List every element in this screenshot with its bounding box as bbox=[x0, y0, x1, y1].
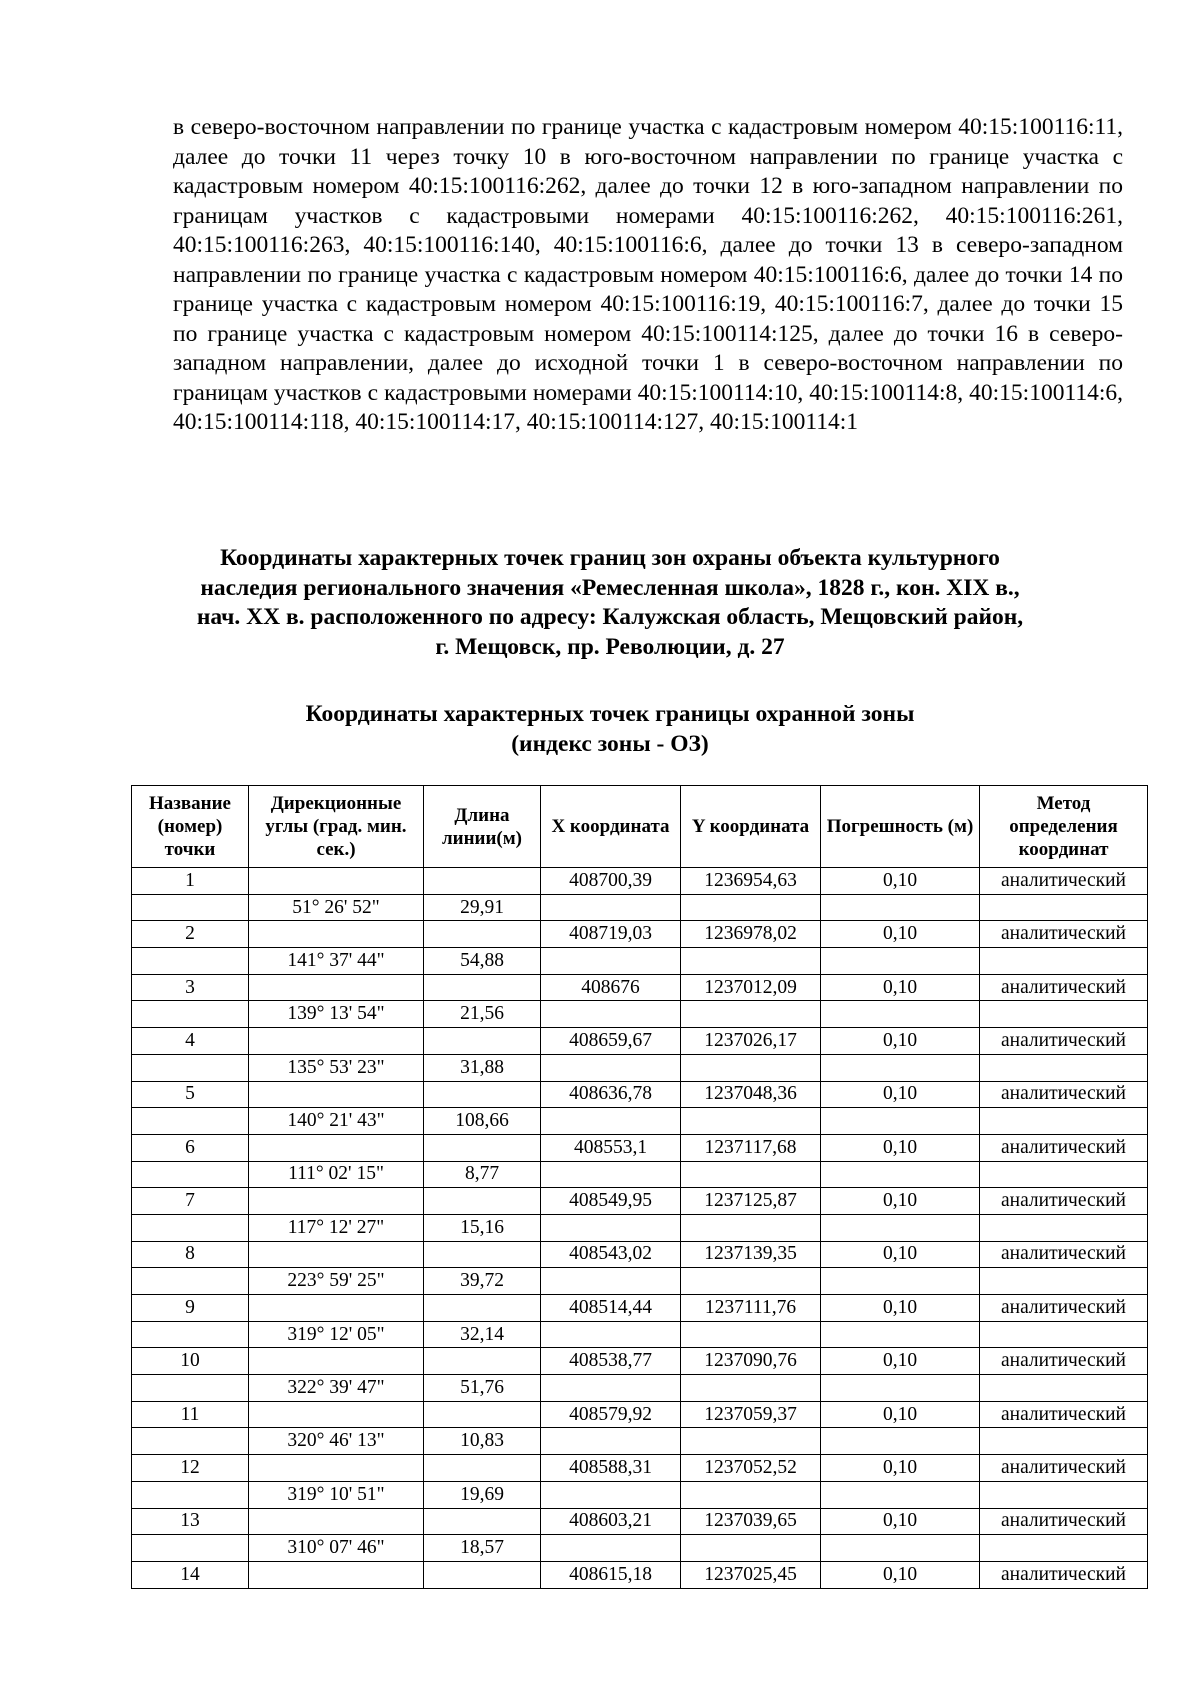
cell-line-length: 15,16 bbox=[424, 1214, 541, 1241]
cell-point-name: 3 bbox=[132, 974, 249, 1001]
cell-method bbox=[980, 1481, 1148, 1508]
cell-y: 1237026,17 bbox=[681, 1028, 821, 1055]
cell-line-length: 19,69 bbox=[424, 1481, 541, 1508]
cell-point-name bbox=[132, 1001, 249, 1028]
cell-y: 1237139,35 bbox=[681, 1241, 821, 1268]
cell-y: 1237048,36 bbox=[681, 1081, 821, 1108]
cell-x: 408538,77 bbox=[541, 1348, 681, 1375]
cell-error: 0,10 bbox=[821, 1508, 980, 1535]
table-row bbox=[132, 1561, 1148, 1588]
table-row bbox=[132, 1241, 1148, 1268]
cell-error bbox=[821, 948, 980, 975]
cell-x: 408659,67 bbox=[541, 1028, 681, 1055]
cell-x: 408543,02 bbox=[541, 1241, 681, 1268]
header-method: Метод определения координат bbox=[980, 786, 1148, 868]
header-x-coordinate: X координата bbox=[541, 786, 681, 868]
cell-y bbox=[681, 1375, 821, 1402]
cell-x: 408553,1 bbox=[541, 1134, 681, 1161]
cell-y: 1237025,45 bbox=[681, 1561, 821, 1588]
cell-direction-angle bbox=[249, 1348, 424, 1375]
cell-direction-angle bbox=[249, 1401, 424, 1428]
cell-method bbox=[980, 1161, 1148, 1188]
cell-method: аналитический bbox=[980, 1241, 1148, 1268]
cell-point-name bbox=[132, 1108, 249, 1135]
cell-method bbox=[980, 1214, 1148, 1241]
cell-method: аналитический bbox=[980, 1455, 1148, 1482]
cell-line-length: 31,88 bbox=[424, 1054, 541, 1081]
cell-error: 0,10 bbox=[821, 1081, 980, 1108]
cell-line-length bbox=[424, 1028, 541, 1055]
cell-y bbox=[681, 1428, 821, 1455]
cell-method bbox=[980, 1108, 1148, 1135]
cell-x: 408514,44 bbox=[541, 1295, 681, 1322]
header-line-length: Длина линии(м) bbox=[424, 786, 541, 868]
cell-direction-angle: 319° 10' 51" bbox=[249, 1481, 424, 1508]
table-row bbox=[132, 1054, 1148, 1081]
cell-method bbox=[980, 1321, 1148, 1348]
cell-y bbox=[681, 948, 821, 975]
table-row bbox=[132, 1108, 1148, 1135]
table-row bbox=[132, 1295, 1148, 1322]
cell-line-length: 21,56 bbox=[424, 1001, 541, 1028]
cell-error: 0,10 bbox=[821, 1134, 980, 1161]
cell-point-name: 13 bbox=[132, 1508, 249, 1535]
table-row bbox=[132, 921, 1148, 948]
cell-line-length bbox=[424, 1348, 541, 1375]
cell-point-name: 10 bbox=[132, 1348, 249, 1375]
cell-direction-angle bbox=[249, 1241, 424, 1268]
cell-method: аналитический bbox=[980, 1401, 1148, 1428]
cell-point-name bbox=[132, 1535, 249, 1562]
cell-y bbox=[681, 1001, 821, 1028]
cell-method: аналитический bbox=[980, 1348, 1148, 1375]
cell-y bbox=[681, 1321, 821, 1348]
cell-x: 408676 bbox=[541, 974, 681, 1001]
cell-line-length bbox=[424, 1401, 541, 1428]
header-point-name: Название (номер) точки bbox=[132, 786, 249, 868]
table-row bbox=[132, 974, 1148, 1001]
coordinates-table-body bbox=[132, 868, 1148, 1589]
cell-y bbox=[681, 894, 821, 921]
cell-error: 0,10 bbox=[821, 868, 980, 895]
cell-y: 1237052,52 bbox=[681, 1455, 821, 1482]
cell-point-name bbox=[132, 894, 249, 921]
cell-direction-angle bbox=[249, 1081, 424, 1108]
cell-x: 408579,92 bbox=[541, 1401, 681, 1428]
cell-line-length bbox=[424, 1134, 541, 1161]
cell-error: 0,10 bbox=[821, 1241, 980, 1268]
cell-direction-angle: 319° 12' 05" bbox=[249, 1321, 424, 1348]
cell-direction-angle: 310° 07' 46" bbox=[249, 1535, 424, 1562]
cell-y bbox=[681, 1054, 821, 1081]
cell-y: 1237059,37 bbox=[681, 1401, 821, 1428]
cell-error bbox=[821, 1535, 980, 1562]
cell-error bbox=[821, 1321, 980, 1348]
cell-method: аналитический bbox=[980, 1508, 1148, 1535]
table-row bbox=[132, 1214, 1148, 1241]
cell-point-name: 7 bbox=[132, 1188, 249, 1215]
cell-line-length bbox=[424, 921, 541, 948]
cell-point-name bbox=[132, 1481, 249, 1508]
table-row bbox=[132, 1081, 1148, 1108]
cell-error bbox=[821, 894, 980, 921]
cell-line-length: 32,14 bbox=[424, 1321, 541, 1348]
table-row bbox=[132, 868, 1148, 895]
table-row bbox=[132, 1481, 1148, 1508]
table-row bbox=[132, 1028, 1148, 1055]
cell-x: 408719,03 bbox=[541, 921, 681, 948]
cell-x bbox=[541, 1535, 681, 1562]
cell-line-length: 51,76 bbox=[424, 1375, 541, 1402]
cell-point-name bbox=[132, 1321, 249, 1348]
cell-error bbox=[821, 1001, 980, 1028]
cell-direction-angle bbox=[249, 1455, 424, 1482]
cell-direction-angle: 111° 02' 15" bbox=[249, 1161, 424, 1188]
zones-coordinates-heading bbox=[120, 544, 1100, 662]
cell-line-length bbox=[424, 868, 541, 895]
cell-error bbox=[821, 1268, 980, 1295]
cell-line-length: 108,66 bbox=[424, 1108, 541, 1135]
cell-y: 1237111,76 bbox=[681, 1295, 821, 1322]
table-row bbox=[132, 1428, 1148, 1455]
cell-direction-angle: 223° 59' 25" bbox=[249, 1268, 424, 1295]
cell-method bbox=[980, 948, 1148, 975]
heading-line: наследия регионального значения «Ремесленная школа», 1828 г., кон. XIX в., bbox=[200, 574, 1020, 601]
cell-line-length: 54,88 bbox=[424, 948, 541, 975]
cell-error: 0,10 bbox=[821, 1401, 980, 1428]
cell-y: 1237090,76 bbox=[681, 1348, 821, 1375]
cell-x bbox=[541, 1161, 681, 1188]
cell-direction-angle bbox=[249, 1295, 424, 1322]
cell-direction-angle: 320° 46' 13" bbox=[249, 1428, 424, 1455]
cell-point-name: 4 bbox=[132, 1028, 249, 1055]
cell-point-name bbox=[132, 1375, 249, 1402]
cell-error: 0,10 bbox=[821, 1561, 980, 1588]
cell-direction-angle bbox=[249, 974, 424, 1001]
cell-line-length bbox=[424, 1081, 541, 1108]
cell-point-name bbox=[132, 1161, 249, 1188]
cell-method: аналитический bbox=[980, 1188, 1148, 1215]
cell-method: аналитический bbox=[980, 1561, 1148, 1588]
cell-method bbox=[980, 894, 1148, 921]
table-row bbox=[132, 1001, 1148, 1028]
cell-method bbox=[980, 1001, 1148, 1028]
cell-point-name: 2 bbox=[132, 921, 249, 948]
cell-point-name bbox=[132, 1268, 249, 1295]
cell-point-name: 14 bbox=[132, 1561, 249, 1588]
cell-x: 408603,21 bbox=[541, 1508, 681, 1535]
cell-error bbox=[821, 1481, 980, 1508]
cell-error: 0,10 bbox=[821, 921, 980, 948]
cell-line-length bbox=[424, 1561, 541, 1588]
cell-method: аналитический bbox=[980, 921, 1148, 948]
cell-x bbox=[541, 1054, 681, 1081]
header-error: Погрешность (м) bbox=[821, 786, 980, 868]
cell-y bbox=[681, 1161, 821, 1188]
heading-line: Координаты характерных точек границ зон охраны объекта культурного bbox=[220, 545, 1000, 571]
cell-line-length bbox=[424, 974, 541, 1001]
cell-direction-angle: 139° 13' 54" bbox=[249, 1001, 424, 1028]
cell-y bbox=[681, 1268, 821, 1295]
cell-y: 1236954,63 bbox=[681, 868, 821, 895]
cell-x bbox=[541, 1428, 681, 1455]
table-row bbox=[132, 1455, 1148, 1482]
cell-direction-angle: 135° 53' 23" bbox=[249, 1054, 424, 1081]
table-row bbox=[132, 894, 1148, 921]
cell-point-name bbox=[132, 1214, 249, 1241]
cell-direction-angle: 322° 39' 47" bbox=[249, 1375, 424, 1402]
cell-x bbox=[541, 948, 681, 975]
header-y-coordinate: Y координата bbox=[681, 786, 821, 868]
cell-y bbox=[681, 1481, 821, 1508]
cell-error bbox=[821, 1375, 980, 1402]
cell-line-length: 39,72 bbox=[424, 1268, 541, 1295]
cell-line-length bbox=[424, 1455, 541, 1482]
cell-point-name: 1 bbox=[132, 868, 249, 895]
cell-x bbox=[541, 1214, 681, 1241]
cell-y: 1236978,02 bbox=[681, 921, 821, 948]
table-row bbox=[132, 1134, 1148, 1161]
cell-error bbox=[821, 1054, 980, 1081]
cell-line-length bbox=[424, 1241, 541, 1268]
cell-method bbox=[980, 1375, 1148, 1402]
boundary-description-paragraph: в северо-восточном направлении по границе участка с кадастровым номером 40:15:100116:11, далее до точки 11 через точку 10 в юго-восточном направлении по границе участка с кадастровым номером 40:15:100116:262, далее до точки 12 в юго-западном направлении по границам участков с кадастровыми номерами 40:15:100116:262, 40:15:100116:261, 40:15:100116:263, 40:15:100116:140, 40:15:100116:6, далее до точки 13 в северо-западном направлении по границе участка с кадастровым номером 40:15:100116:6, далее до точки 14 по границе участка с кадастровым номером 40:15:100116:19, 40:15:100116:7, далее до точки 15 по границе участка с кадастровым номером 40:15:100114:125, далее до точки 16 в северо-западном направлении, далее до исходной точки 1 в северо-восточном направлении по границам участков с кадастровыми номерами 40:15:100114:10, 40:15:100114:8, 40:15:100114:6, 40:15:100114:118, 40:15:100114:17, 40:15:100114:127, 40:15:100114:1 bbox=[173, 114, 1123, 435]
cell-x: 408588,31 bbox=[541, 1455, 681, 1482]
cell-direction-angle: 141° 37' 44" bbox=[249, 948, 424, 975]
cell-direction-angle bbox=[249, 868, 424, 895]
header-direction-angles: Дирекционные углы (град. мин. сек.) bbox=[249, 786, 424, 868]
cell-line-length: 10,83 bbox=[424, 1428, 541, 1455]
cell-error bbox=[821, 1214, 980, 1241]
cell-y: 1237125,87 bbox=[681, 1188, 821, 1215]
heading-line: г. Мещовск, пр. Революции, д. 27 bbox=[435, 633, 785, 660]
cell-direction-angle bbox=[249, 1188, 424, 1215]
cell-error: 0,10 bbox=[821, 1028, 980, 1055]
cell-method: аналитический bbox=[980, 1295, 1148, 1322]
cell-direction-angle: 117° 12' 27" bbox=[249, 1214, 424, 1241]
table-row bbox=[132, 1348, 1148, 1375]
heading-line: нач. XX в. расположенного по адресу: Калужская область, Мещовский район, bbox=[196, 604, 1024, 630]
cell-error: 0,10 bbox=[821, 1455, 980, 1482]
cell-x bbox=[541, 1481, 681, 1508]
cell-direction-angle bbox=[249, 1134, 424, 1161]
cell-method: аналитический bbox=[980, 1081, 1148, 1108]
cell-direction-angle: 51° 26' 52" bbox=[249, 894, 424, 921]
cell-direction-angle bbox=[249, 921, 424, 948]
coordinates-table bbox=[131, 785, 1148, 1589]
cell-method: аналитический bbox=[980, 1028, 1148, 1055]
cell-x bbox=[541, 1321, 681, 1348]
cell-direction-angle: 140° 21' 43" bbox=[249, 1108, 424, 1135]
cell-method: аналитический bbox=[980, 974, 1148, 1001]
cell-y bbox=[681, 1535, 821, 1562]
cell-point-name: 9 bbox=[132, 1295, 249, 1322]
table-row bbox=[132, 948, 1148, 975]
cell-y: 1237117,68 bbox=[681, 1134, 821, 1161]
cell-x bbox=[541, 1375, 681, 1402]
table-row bbox=[132, 1161, 1148, 1188]
cell-y: 1237039,65 bbox=[681, 1508, 821, 1535]
cell-x bbox=[541, 1108, 681, 1135]
cell-line-length: 18,57 bbox=[424, 1535, 541, 1562]
table-row bbox=[132, 1508, 1148, 1535]
cell-method bbox=[980, 1268, 1148, 1295]
cell-x bbox=[541, 894, 681, 921]
cell-x: 408636,78 bbox=[541, 1081, 681, 1108]
cell-line-length: 8,77 bbox=[424, 1161, 541, 1188]
cell-x bbox=[541, 1001, 681, 1028]
cell-x bbox=[541, 1268, 681, 1295]
cell-error: 0,10 bbox=[821, 1295, 980, 1322]
cell-point-name: 6 bbox=[132, 1134, 249, 1161]
cell-point-name: 11 bbox=[132, 1401, 249, 1428]
cell-method bbox=[980, 1054, 1148, 1081]
table-row bbox=[132, 1188, 1148, 1215]
protection-zone-subheading bbox=[120, 700, 1100, 759]
cell-direction-angle bbox=[249, 1561, 424, 1588]
cell-x: 408700,39 bbox=[541, 868, 681, 895]
table-row bbox=[132, 1321, 1148, 1348]
subheading-line: (индекс зоны - ОЗ) bbox=[511, 730, 709, 757]
cell-method: аналитический bbox=[980, 868, 1148, 895]
cell-point-name bbox=[132, 948, 249, 975]
cell-point-name: 5 bbox=[132, 1081, 249, 1108]
cell-y: 1237012,09 bbox=[681, 974, 821, 1001]
cell-line-length bbox=[424, 1508, 541, 1535]
cell-point-name bbox=[132, 1428, 249, 1455]
cell-line-length: 29,91 bbox=[424, 894, 541, 921]
subheading-line: Координаты характерных точек границы охранной зоны bbox=[305, 701, 915, 727]
cell-direction-angle bbox=[249, 1508, 424, 1535]
cell-error bbox=[821, 1161, 980, 1188]
table-row bbox=[132, 1535, 1148, 1562]
cell-direction-angle bbox=[249, 1028, 424, 1055]
cell-y bbox=[681, 1108, 821, 1135]
table-row bbox=[132, 1268, 1148, 1295]
cell-point-name: 12 bbox=[132, 1455, 249, 1482]
table-header-row bbox=[132, 786, 1148, 868]
cell-point-name bbox=[132, 1054, 249, 1081]
cell-x: 408549,95 bbox=[541, 1188, 681, 1215]
cell-error: 0,10 bbox=[821, 1348, 980, 1375]
cell-point-name: 8 bbox=[132, 1241, 249, 1268]
cell-error: 0,10 bbox=[821, 1188, 980, 1215]
cell-method: аналитический bbox=[980, 1134, 1148, 1161]
cell-x: 408615,18 bbox=[541, 1561, 681, 1588]
cell-y bbox=[681, 1214, 821, 1241]
cell-error bbox=[821, 1108, 980, 1135]
cell-method bbox=[980, 1535, 1148, 1562]
table-row bbox=[132, 1401, 1148, 1428]
cell-method bbox=[980, 1428, 1148, 1455]
table-row bbox=[132, 1375, 1148, 1402]
cell-error bbox=[821, 1428, 980, 1455]
cell-line-length bbox=[424, 1188, 541, 1215]
cell-line-length bbox=[424, 1295, 541, 1322]
cell-error: 0,10 bbox=[821, 974, 980, 1001]
